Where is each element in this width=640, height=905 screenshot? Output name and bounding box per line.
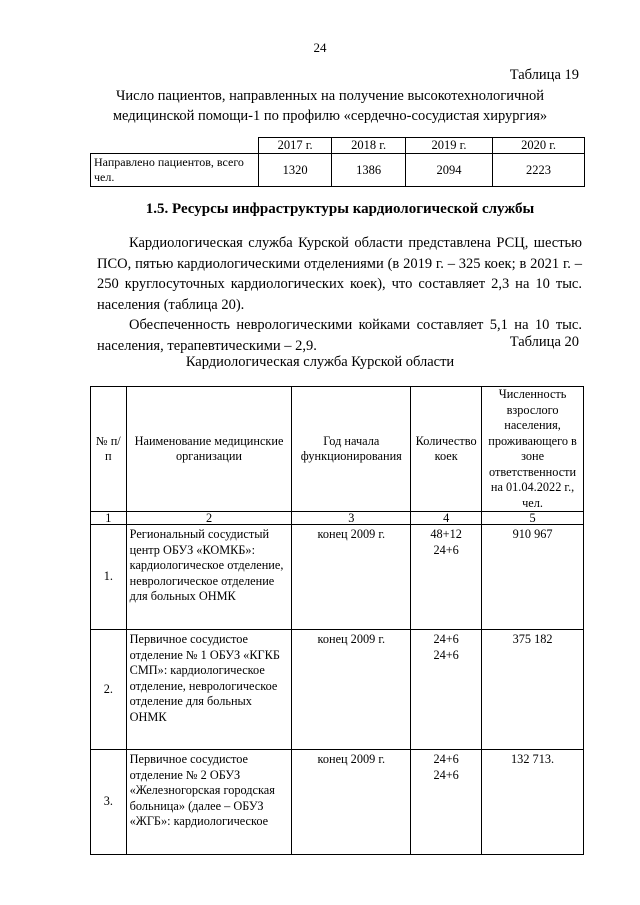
header-beds: Количество коек xyxy=(411,387,482,512)
table19-title xyxy=(80,86,580,126)
paragraph-2: Обеспеченность неврологическими койками составляет 5,1 на 10 тыс. населения, терапевтическими – 2,9. xyxy=(97,317,582,354)
header-name: Наименование медицинские организации xyxy=(126,387,292,512)
beds-line: 24+6 xyxy=(433,632,459,646)
beds-line: 24+6 xyxy=(433,767,459,782)
row-year: конец 2009 г. xyxy=(292,630,411,750)
row-name: Региональный сосудистый центр ОБУЗ «КОМКБ»: кардиологическое отделение, неврологическое отделение для больных ОНМК xyxy=(126,525,292,630)
header-num: № п/п xyxy=(91,387,127,512)
paragraph-1: Кардиологическая служба Курской области представлена РСЦ, шестью ПСО, пятью кардиологическими отделениями (в 2019 г. – 325 коек; в 2021 г. – 250 круглосуточных кардиологических коек), что составляет 2,3 на 10 тыс. населения (таблица 20). xyxy=(97,235,582,313)
section-heading: 1.5. Ресурсы инфраструктуры кардиологической службы xyxy=(145,201,535,217)
table-row xyxy=(91,525,584,630)
table19-label: Таблица 19 xyxy=(509,67,579,83)
table19-row-label: Направлено пациентов, всего чел. xyxy=(91,154,259,187)
beds-line: 24+6 xyxy=(433,752,459,766)
table19-value: 2094 xyxy=(405,154,492,187)
row-number: 1. xyxy=(91,525,127,630)
table19-year-header: 2019 г. xyxy=(405,138,492,154)
table19 xyxy=(90,137,585,187)
table19-year-header: 2020 г. xyxy=(493,138,585,154)
table19-year-header: 2018 г. xyxy=(332,138,405,154)
table-row xyxy=(91,630,584,750)
table20-label: Таблица 20 xyxy=(509,334,579,350)
column-number: 4 xyxy=(411,512,482,525)
header-population: Численность взрослого населения, проживающего в зоне ответственности на 01.04.2022 г., чел. xyxy=(482,387,584,512)
row-beds xyxy=(411,630,482,750)
table19-title-line1: Число пациентов, направленных на получение высокотехнологичной xyxy=(115,88,545,104)
column-number: 1 xyxy=(91,512,127,525)
column-number: 2 xyxy=(126,512,292,525)
beds-line: 24+6 xyxy=(433,647,459,662)
table19-corner xyxy=(91,138,259,154)
column-number: 3 xyxy=(292,512,411,525)
table19-value: 2223 xyxy=(493,154,585,187)
beds-line: 24+6 xyxy=(433,542,459,557)
row-year: конец 2009 г. xyxy=(292,525,411,630)
row-beds xyxy=(411,525,482,630)
row-beds xyxy=(411,750,482,855)
table19-title-line2: медицинской помощи-1 по профилю «сердечно-сосудистая хирургия» xyxy=(112,108,548,124)
row-number: 2. xyxy=(91,630,127,750)
table19-value: 1320 xyxy=(258,154,331,187)
column-number: 5 xyxy=(482,512,584,525)
table20-title: Кардиологическая служба Курской области xyxy=(185,354,455,370)
row-name: Первичное сосудистое отделение № 2 ОБУЗ «Железногорская городская больница» (далее – ОБУЗ «ЖГБ»: кардиологическое xyxy=(126,750,292,855)
header-year: Год начала функционирования xyxy=(292,387,411,512)
table20 xyxy=(90,386,584,855)
beds-line: 48+12 xyxy=(430,527,462,541)
table19-value: 1386 xyxy=(332,154,405,187)
row-number: 3. xyxy=(91,750,127,855)
row-population: 375 182 xyxy=(482,630,584,750)
row-population: 910 967 xyxy=(482,525,584,630)
row-name: Первичное сосудистое отделение № 1 ОБУЗ «КГКБ СМП»: кардиологическое отделение, неврологическое отделение для больных ОНМК xyxy=(126,630,292,750)
table19-year-header: 2017 г. xyxy=(258,138,331,154)
page-number: 24 xyxy=(313,40,327,55)
row-year: конец 2009 г. xyxy=(292,750,411,855)
table-row xyxy=(91,750,584,855)
row-population: 132 713. xyxy=(482,750,584,855)
